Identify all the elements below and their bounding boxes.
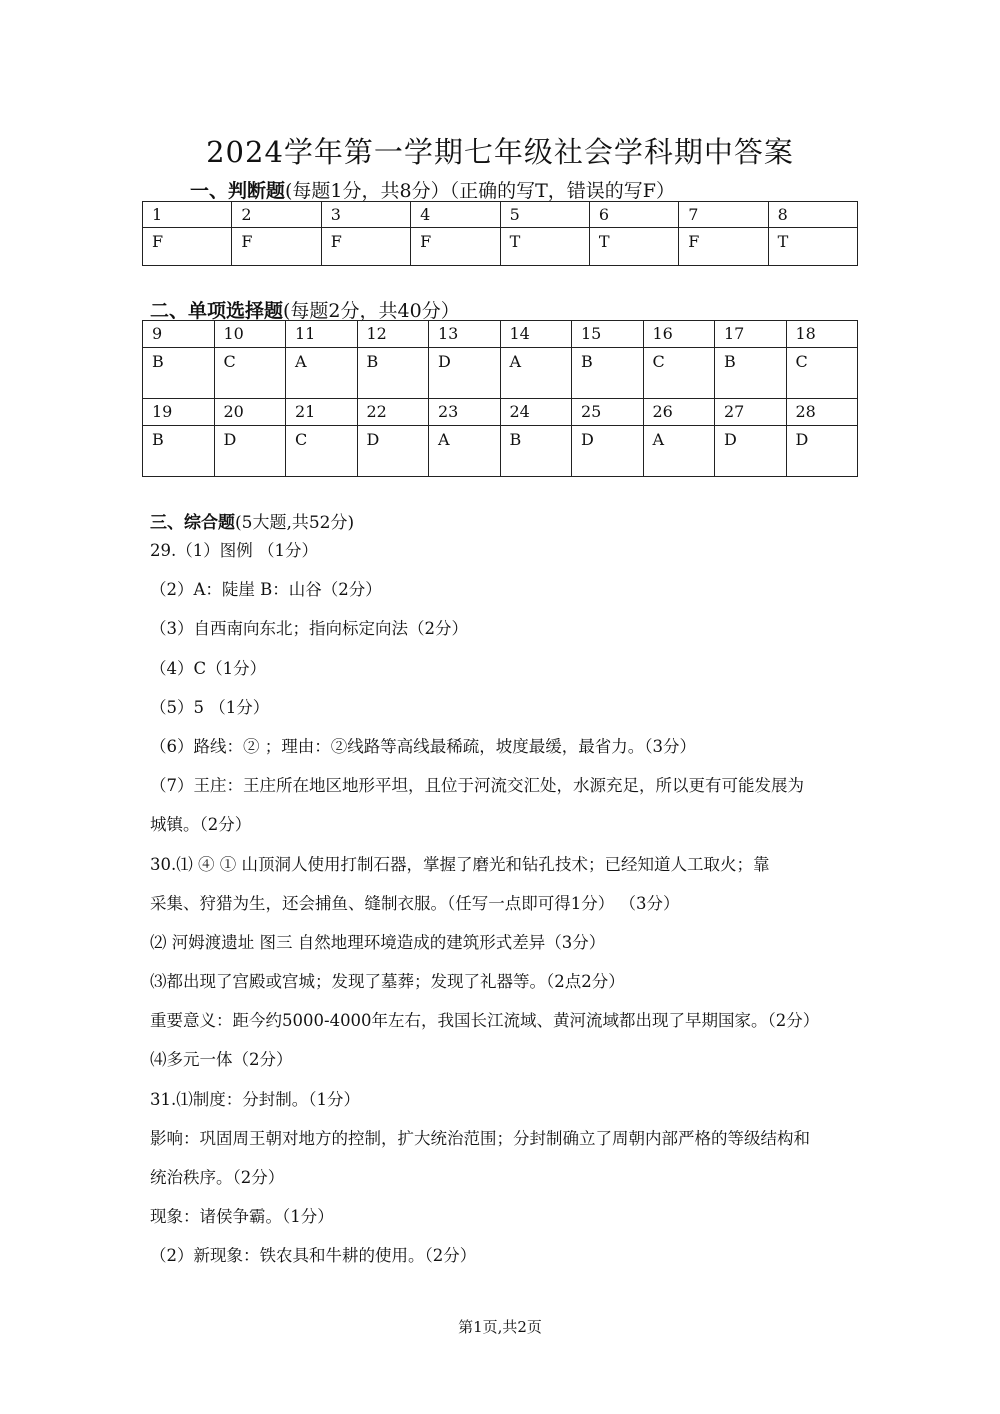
answer-line: （2）A：陡崖 B：山谷（2分） xyxy=(150,580,382,600)
answer-line: 城镇。（2分） xyxy=(150,815,252,835)
judgment-answer-table xyxy=(142,201,858,266)
answer-cell: D xyxy=(572,426,644,477)
question-number: 3 xyxy=(321,202,410,228)
table-row xyxy=(143,228,858,266)
answer-line: （6）路线：② ；理由：②线路等高线最稀疏，坡度最缓，最省力。（3分） xyxy=(150,736,696,756)
question-number: 23 xyxy=(429,399,501,426)
question-number: 2 xyxy=(232,202,321,228)
answer-cell: D xyxy=(715,426,787,477)
question-number: 10 xyxy=(214,321,286,348)
question-number: 20 xyxy=(214,399,286,426)
question-number: 26 xyxy=(643,399,715,426)
answer-line: 影响：巩固周王朝对地方的控制，扩大统治范围；分封制确立了周朝内部严格的等级结构和 xyxy=(150,1128,810,1148)
answer-cell: C xyxy=(214,348,286,399)
question-number: 24 xyxy=(500,399,572,426)
answer-cell: B xyxy=(143,426,215,477)
question-number: 17 xyxy=(715,321,787,348)
question-number: 25 xyxy=(572,399,644,426)
answer-line: （5）5 （1分） xyxy=(150,697,270,717)
answer-lines xyxy=(150,536,860,1281)
answer-cell: D xyxy=(786,426,858,477)
answer-cell: F xyxy=(679,228,768,266)
section2-heading xyxy=(150,296,460,323)
answer-cell: A xyxy=(429,426,501,477)
answer-line: ⑶都出现了宫殿或宫城；发现了墓葬；发现了礼器等。（2点2分） xyxy=(150,972,625,992)
question-number: 8 xyxy=(768,202,857,228)
section1-note: (每题1分，共8分）（正确的写T，错误的写F） xyxy=(285,180,675,202)
question-number: 28 xyxy=(786,399,858,426)
answer-line: ⑵ 河姆渡遗址 图三 自然地理环境造成的建筑形式差异（3分） xyxy=(150,932,606,952)
answer-cell: C xyxy=(786,348,858,399)
table-row xyxy=(143,202,858,228)
question-number: 22 xyxy=(357,399,429,426)
answer-cell: B xyxy=(143,348,215,399)
page-title: 2024学年第一学期七年级社会学科期中答案 xyxy=(206,135,794,169)
answer-line: 31.⑴制度：分封制。（1分） xyxy=(150,1089,360,1109)
question-number: 15 xyxy=(572,321,644,348)
answer-cell: T xyxy=(589,228,678,266)
answer-cell: B xyxy=(500,426,572,477)
question-number: 5 xyxy=(500,202,589,228)
question-number: 27 xyxy=(715,399,787,426)
table-row xyxy=(143,426,858,477)
section2-title: 二、单项选择题 xyxy=(150,300,284,322)
answer-cell: C xyxy=(286,426,358,477)
answer-cell: T xyxy=(500,228,589,266)
answer-line: 29.（1）图例 （1分） xyxy=(150,541,318,560)
table-row xyxy=(143,348,858,399)
answer-cell: D xyxy=(357,426,429,477)
answer-line: （2）新现象：铁农具和牛耕的使用。（2分） xyxy=(150,1246,477,1266)
answer-line: 30.⑴ ④ ① 山顶洞人使用打制石器，掌握了磨光和钻孔技术；已经知道人工取火；靠 xyxy=(150,854,770,874)
answer-cell: T xyxy=(768,228,857,266)
question-number: 19 xyxy=(143,399,215,426)
question-number: 6 xyxy=(589,202,678,228)
section1-title: 一、判断题 xyxy=(190,180,286,202)
question-number: 1 xyxy=(143,202,232,228)
choice-answer-table xyxy=(142,320,858,477)
section2-note: (每题2分，共40分） xyxy=(283,300,460,322)
answer-cell: B xyxy=(357,348,429,399)
question-number: 16 xyxy=(643,321,715,348)
section3-note: (5大题,共52分) xyxy=(235,513,355,533)
answer-cell: B xyxy=(572,348,644,399)
question-number: 7 xyxy=(679,202,768,228)
answer-cell: B xyxy=(715,348,787,399)
answer-line: 重要意义：距今约5000-4000年左右，我国长江流域、黄河流域都出现了早期国家。（2分） xyxy=(150,1011,820,1031)
question-number: 14 xyxy=(500,321,572,348)
table-row xyxy=(143,321,858,348)
answer-line: 采集、狩猎为生，还会捕鱼、缝制衣服。（任写一点即可得1分） （3分） xyxy=(150,893,680,913)
section3-heading xyxy=(150,508,354,533)
table-row xyxy=(143,399,858,426)
answer-cell: A xyxy=(643,426,715,477)
section1-heading xyxy=(190,176,675,203)
question-number: 12 xyxy=(357,321,429,348)
answer-cell: F xyxy=(143,228,232,266)
question-number: 11 xyxy=(286,321,358,348)
answer-line: ⑷多元一体（2分） xyxy=(150,1050,293,1070)
answer-cell: D xyxy=(214,426,286,477)
answer-line: （4）C（1分） xyxy=(150,658,267,678)
answer-cell: D xyxy=(429,348,501,399)
question-number: 21 xyxy=(286,399,358,426)
answer-cell: A xyxy=(286,348,358,399)
answer-line: （7）王庄：王庄所在地区地形平坦，且位于河流交汇处，水源充足，所以更有可能发展为 xyxy=(150,776,804,796)
answer-cell: A xyxy=(500,348,572,399)
answer-line: 现象：诸侯争霸。（1分） xyxy=(150,1207,334,1227)
answer-line: 统治秩序。（2分） xyxy=(150,1168,285,1187)
answer-line: （3）自西南向东北；指向标定向法（2分） xyxy=(150,619,468,639)
page-number: 第1页,共2页 xyxy=(458,1318,542,1336)
question-number: 4 xyxy=(411,202,500,228)
answer-cell: F xyxy=(411,228,500,266)
answer-cell: C xyxy=(643,348,715,399)
question-number: 13 xyxy=(429,321,501,348)
question-number: 9 xyxy=(143,321,215,348)
answer-cell: F xyxy=(321,228,410,266)
section3-title: 三、综合题 xyxy=(150,513,235,533)
question-number: 18 xyxy=(786,321,858,348)
answer-cell: F xyxy=(232,228,321,266)
